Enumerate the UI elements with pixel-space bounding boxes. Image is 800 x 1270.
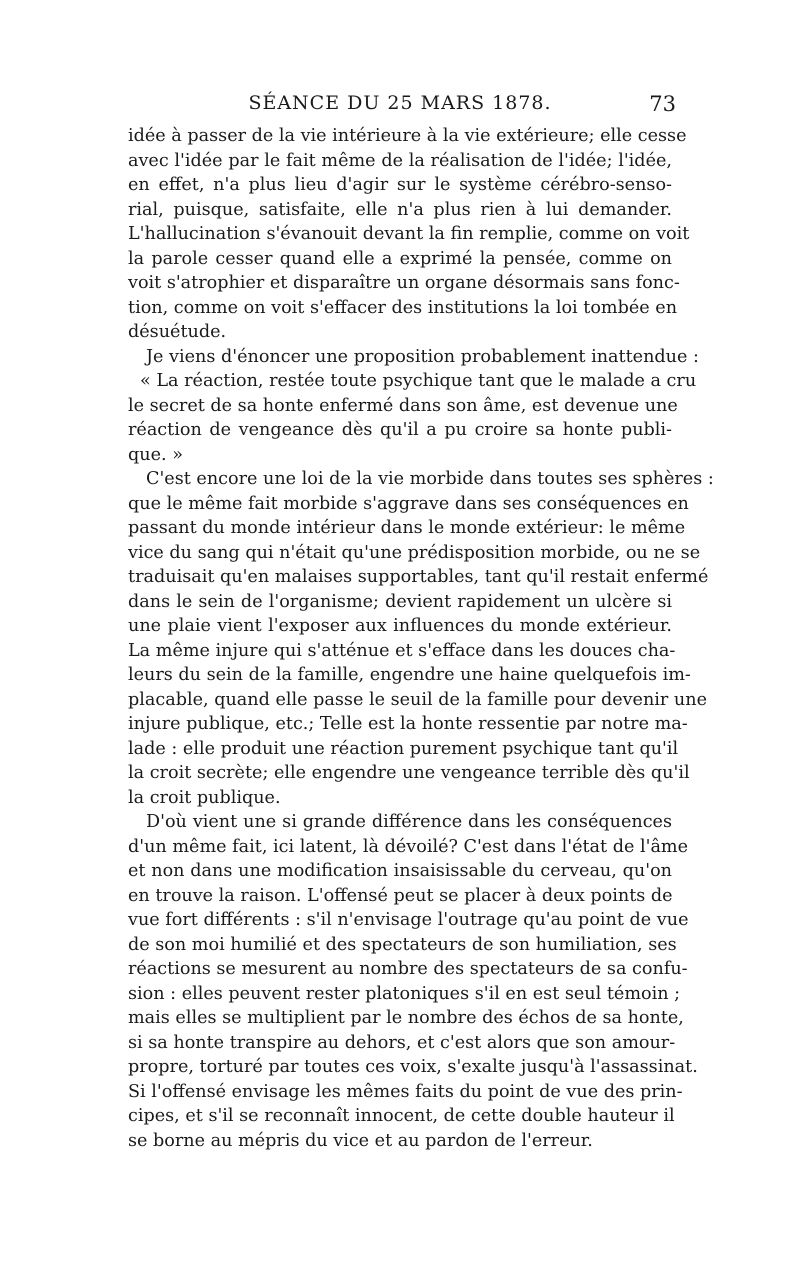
text-line: Si l'offensé envisage les mêmes faits du point de vue des prin- <box>128 1081 683 1102</box>
text-line: la croit secrète; elle engendre une vengeance terrible dès qu'il <box>128 763 690 783</box>
text-line: dans le sein de l'organisme; devient rapidement un ulcère si <box>128 591 672 612</box>
text-line: injure publique, etc.; Telle est la honte ressentie par notre ma- <box>128 714 688 734</box>
text-line: la croit publique. <box>128 787 281 808</box>
text-line: que. » <box>128 444 183 465</box>
text-line: vue fort différents : s'il n'envisage l'outrage qu'au point de vue <box>128 910 689 930</box>
text-line: passant du monde intérieur dans le monde extérieur: le même <box>128 518 686 538</box>
text-line: la parole cesser quand elle a exprimé la pensée, comme on <box>128 248 672 269</box>
text-line: D'où vient une si grande différence dans les conséquences <box>146 812 672 832</box>
text-line: propre, torturé par toutes ces voix, s'exalte jusqu'à l'assassinat. <box>128 1057 698 1077</box>
page-number: 73 <box>649 92 676 116</box>
text-line: C'est encore une loi de la vie morbide dans toutes ses sphères : <box>146 469 714 489</box>
text-line: voit s'atrophier et disparaître un organe désormais sans fonc- <box>128 273 680 293</box>
text-line: traduisait qu'en malaises supportables, tant qu'il restait enfermé <box>128 567 709 587</box>
text-line: « La réaction, restée toute psychique tant que le malade a cru <box>140 371 697 391</box>
text-line: et non dans une modification insaisissable du cerveau, qu'on <box>128 861 672 881</box>
text-line: avec l'idée par le fait même de la réalisation de l'idée; l'idée, <box>128 150 672 171</box>
text-line: de son moi humilié et des spectateurs de son humiliation, ses <box>128 934 677 955</box>
text-line: La même injure qui s'atténue et s'efface dans les douces cha- <box>128 640 676 661</box>
running-title: SÉANCE DU 25 MARS 1878. <box>248 92 552 114</box>
page-header <box>128 92 676 122</box>
text-line: rial, puisque, satisfaite, elle n'a plus rien à lui demander. <box>128 199 672 220</box>
text-line: Je viens d'énoncer une proposition probablement inattendue : <box>146 346 699 367</box>
text-line: tion, comme on voit s'effacer des institutions la loi tombée en <box>128 297 678 318</box>
text-line: si sa honte transpire au dehors, et c'est alors que son amour- <box>128 1032 676 1053</box>
text-line: se borne au mépris du vice et au pardon de l'erreur. <box>128 1130 593 1151</box>
text-line: réactions se mesurent au nombre des spectateurs de sa confu- <box>128 959 688 979</box>
text-line: d'un même fait, ici latent, là dévoilé? C'est dans l'état de l'âme <box>128 836 689 857</box>
text-line: une plaie vient l'exposer aux influences du monde extérieur. <box>128 616 672 636</box>
text-line: en trouve la raison. L'offensé peut se placer à deux points de <box>128 885 673 906</box>
text-line: vice du sang qui n'était qu'une prédisposition morbide, ou ne se <box>128 542 701 563</box>
text-line: lade : elle produit une réaction purement psychique tant qu'il <box>128 738 679 759</box>
text-line: cipes, et s'il se reconnaît innocent, de cette double hauteur il <box>128 1106 675 1126</box>
text-line: L'hallucination s'évanouit devant la fin remplie, comme on voit <box>128 224 690 244</box>
text-line: sion : elles peuvent rester platoniques s'il en est seul témoin ; <box>128 983 681 1004</box>
text-line: placable, quand elle passe le seuil de la famille pour devenir une <box>128 689 708 710</box>
text-line: en effet, n'a plus lieu d'agir sur le système cérébro-senso- <box>128 175 672 195</box>
text-line: le secret de sa honte enfermé dans son âme, est devenue une <box>128 395 678 416</box>
text-line: que le même fait morbide s'aggrave dans ses conséquences en <box>128 493 689 514</box>
text-line: réaction de vengeance dès qu'il a pu croire sa honte publi- <box>128 420 672 440</box>
text-line: idée à passer de la vie intérieure à la vie extérieure; elle cesse <box>128 126 687 146</box>
text-line: désuétude. <box>128 322 227 342</box>
text-line: leurs du sein de la famille, engendre une haine quelquefois im- <box>128 665 691 685</box>
text-line: mais elles se multiplient par le nombre des échos de sa honte, <box>128 1008 684 1028</box>
